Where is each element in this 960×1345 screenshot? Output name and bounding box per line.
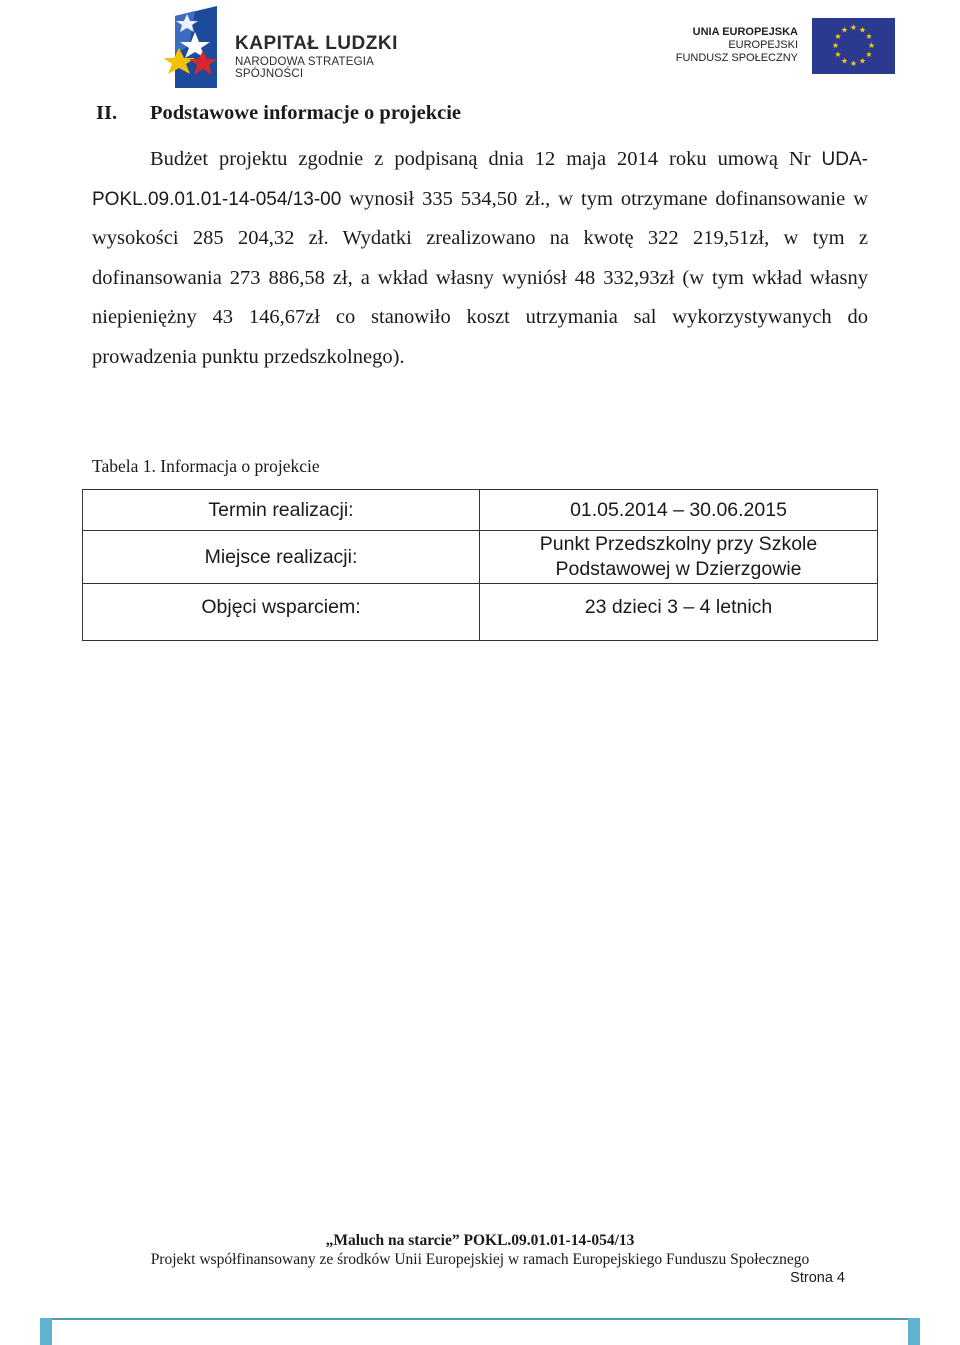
svg-text:★: ★ <box>834 50 842 59</box>
table-cell-value-line1: Punkt Przedszkolny przy Szkole <box>539 533 818 555</box>
footer-tab-left <box>40 1318 52 1345</box>
svg-text:★: ★ <box>849 23 858 32</box>
budget-paragraph <box>92 140 868 377</box>
svg-text:★: ★ <box>867 41 876 50</box>
footer-rule <box>40 1318 920 1320</box>
table-cell-label-text: Objęci wsparciem: <box>201 595 361 618</box>
footer-project-title: „Maluch na starcie” POKL.09.01.01-14-054/13 <box>325 1232 635 1249</box>
kapital-ludzki-title: KAPITAŁ LUDZKI <box>235 33 398 54</box>
svg-text:★: ★ <box>840 25 849 35</box>
eu-logo-text <box>676 26 798 65</box>
footer-cofinance-line: Projekt współfinansowany ze środków Unii Europejskiej w ramach Europejskiego Funduszu Społecznego <box>150 1251 810 1268</box>
footer-tab-right <box>908 1318 920 1345</box>
kapital-ludzki-emblem-icon <box>165 6 227 88</box>
section-heading <box>96 102 461 125</box>
table-cell-label <box>83 584 480 641</box>
svg-text:★: ★ <box>858 56 867 66</box>
svg-text:★: ★ <box>831 41 840 50</box>
svg-text:★: ★ <box>849 59 858 68</box>
eu-logo-line3: FUNDUSZ SPOŁECZNY <box>675 52 798 64</box>
table-cell-value: 01.05.2014 – 30.06.2015 <box>480 490 878 531</box>
contract-number: UDA-POKL.09.01.01-14-054/13-00 <box>92 149 868 210</box>
svg-text:★: ★ <box>858 25 867 35</box>
svg-text:★: ★ <box>834 32 842 41</box>
kapital-ludzki-logo <box>165 6 425 88</box>
table-cell-label: Termin realizacji: <box>83 490 480 531</box>
eu-logo-line2: EUROPEJSKI <box>728 39 798 51</box>
paragraph-part1: Budżet projektu zgodnie z podpisaną dnia 12 maja 2014 roku umową Nr <box>150 148 822 170</box>
table-cell-value <box>480 531 878 584</box>
section-number: II. <box>96 102 118 124</box>
eu-logo-line1: UNIA EUROPEJSKA <box>692 26 798 38</box>
table-row <box>83 584 878 641</box>
kapital-ludzki-subtitle: NARODOWA STRATEGIA SPÓJNOŚCI <box>235 56 374 80</box>
table-cell-value-line2: Podstawowej w Dzierzgowie <box>555 558 802 580</box>
svg-text:★: ★ <box>840 56 849 66</box>
table-cell-label: Miejsce realizacji: <box>83 531 480 584</box>
section-title: Podstawowe informacje o projekcie <box>150 102 462 124</box>
project-info-table <box>82 489 878 641</box>
svg-text:★: ★ <box>865 50 873 59</box>
kapital-ludzki-text <box>235 33 425 80</box>
table-cell-value <box>480 584 878 641</box>
eu-logo <box>670 18 895 76</box>
table-row <box>83 490 878 531</box>
page-number: Strona 4 <box>790 1270 845 1286</box>
eu-flag-icon <box>812 18 895 74</box>
table-caption: Tabela 1. Informacja o projekcie <box>92 456 320 476</box>
table-cell-value-text: 23 dzieci 3 – 4 letnich <box>584 595 773 618</box>
table-row <box>83 531 878 584</box>
svg-text:★: ★ <box>865 32 873 41</box>
paragraph-part2: wynosił 335 534,50 zł., w tym otrzymane dofinansowanie w wysokości 285 204,32 zł. Wydatki zrealizowano na kwotę 322 219,51zł, w tym z dofinansowania 273 886,58 zł, a wkład własny wyniósł 48 332,93zł (w tym wkład własny niepieniężny 43 146,67zł co stanowiło koszt utrzymania sal wykorzystywanych do prowadzenia punktu przedszkolnego). <box>92 187 868 368</box>
